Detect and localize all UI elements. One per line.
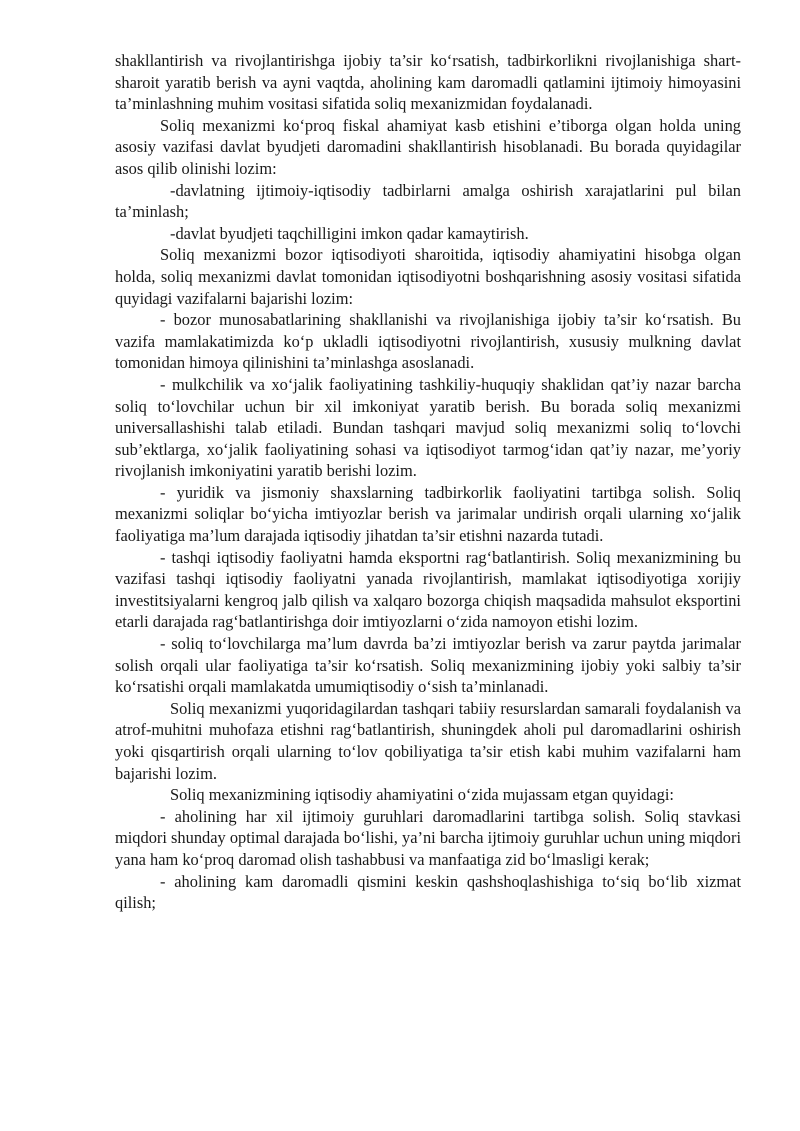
list-item: - aholining kam daromadli qismini keskin qashshoqlashishiga to‘siq bo‘lib xizmat qilish; [115,871,741,913]
list-item: - soliq to‘lovchilarga ma’lum davrda ba’zi imtiyozlar berish va zarur paytda jarimalar solish orqali ular faoliyatiga ta’sir ko‘rsatish. Soliq mexanizmining ijobiy yoki salbiy ta’sir ko‘rsatishi orqali mamlakatda umumiqtisodiy o‘sish ta’minlanadi. [115,634,741,697]
list-item: - mulkchilik va xo‘jalik faoliyatining tashkiliy-huquqiy shaklidan qat’iy nazar barcha soliq to‘lovchilar uchun bir xil imkoniyat yaratib berish. Bu borada soliq mexanizmi universallashishi talab etiladi. Bundan tashqari mavjud soliq mexanizmi soliq to‘lovchi sub’ektlarga, xo‘jalik faoliyatining sohasi va iqtisodiyot tarmog‘idan qat’iy nazar, me’yoriy rivojlanish imkoniyatini yaratib berishi lozim. [115,374,741,481]
paragraph-4: Soliq mexanizmi yuqoridagilardan tashqari tabiiy resurslardan samarali foydalanish va atrof-muhitni muhofaza etishni rag‘batlantirish, shuningdek aholi pul daromadlarini oshirish yoki qisqartirish orqali ularning to‘lov qobiliyatiga ta’sir etish kabi muhim vazifalarni ham bajarishi lozim. [115,698,741,783]
list-item: -davlatning ijtimoiy-iqtisodiy tadbirlarni amalga oshirish xarajatlarini pul bilan ta’minlash; [115,180,741,222]
document-page [115,50,741,914]
paragraph-2: Soliq mexanizmi ko‘proq fiskal ahamiyat kasb etishini e’tiborga olgan holda uning asosiy vazifasi davlat byudjeti daromadini shakllantirish hisoblanadi. Bu borada quyidagilar asos qilib olinishi lozim: [115,115,741,178]
list-item: - bozor munosabatlarining shakllanishi va rivojlanishiga ijobiy ta’sir ko‘rsatish. Bu vazifa mamlakatimizda ko‘p ukladli iqtisodiyotni rivojlantirish, xususiy mulkning davlat tomonidan himoya qilinishini ta’minlashga asoslanadi. [115,310,741,373]
paragraph-3: Soliq mexanizmi bozor iqtisodiyoti sharoitida, iqtisodiy ahamiyatini hisobga olgan holda, soliq mexanizmi davlat tomonidan iqtisodiyotni boshqarishning asosiy vositasi sifatida quyidagi vazifalarni bajarishi lozim: [115,245,741,308]
paragraph-5: Soliq mexanizmining iqtisodiy ahamiyatini o‘zida mujassam etgan quyidagi: [170,785,674,805]
list-item: - aholining har xil ijtimoiy guruhlari daromadlarini tartibga solish. Soliq stavkasi miqdori shunday optimal darajada bo‘lishi, ya’ni barcha ijtimoiy guruhlar uchun uning miqdori yana ham ko‘proq daromad olish tashabbusi va manfaatiga zid bo‘lmasligi kerak; [115,806,741,869]
list-item: -davlat byudjeti taqchilligini imkon qadar kamaytirish. [170,223,529,243]
list-item: - tashqi iqtisodiy faoliyatni hamda eksportni rag‘batlantirish. Soliq mexanizmining bu vazifasi tashqi iqtisodiy faoliyatni yanada rivojlantirish, mamlakat iqtisodiyotiga xorijiy investitsiyalarni kengroq jalb qilish va xalqaro bozorga chiqish maqsadida mahsulot eksportini etarli darajada rag‘batlantirishga doir imtiyozlarni o‘zida namoyon etishi lozim. [115,547,741,632]
list-item: - yuridik va jismoniy shaxslarning tadbirkorlik faoliyatini tartibga solish. Soliq mexanizmi soliqlar bo‘yicha imtiyozlar berish va jarimalar undirish orqali ularning xo‘jalik faoliyatiga ma’lum darajada iqtisodiy jihatdan ta’sir etishni nazarda tutadi. [115,482,741,546]
paragraph-1: shakllantirish va rivojlantirishga ijobiy ta’sir ko‘rsatish, tadbirkorlikni rivojlanishiga shart-sharoit yaratib berish va ayni vaqtda, aholining kam daromadli qatlamini ijtimoiy himoyasini ta’minlashning muhim vositasi sifatida soliq mexanizmidan foydalanadi. [115,51,741,114]
